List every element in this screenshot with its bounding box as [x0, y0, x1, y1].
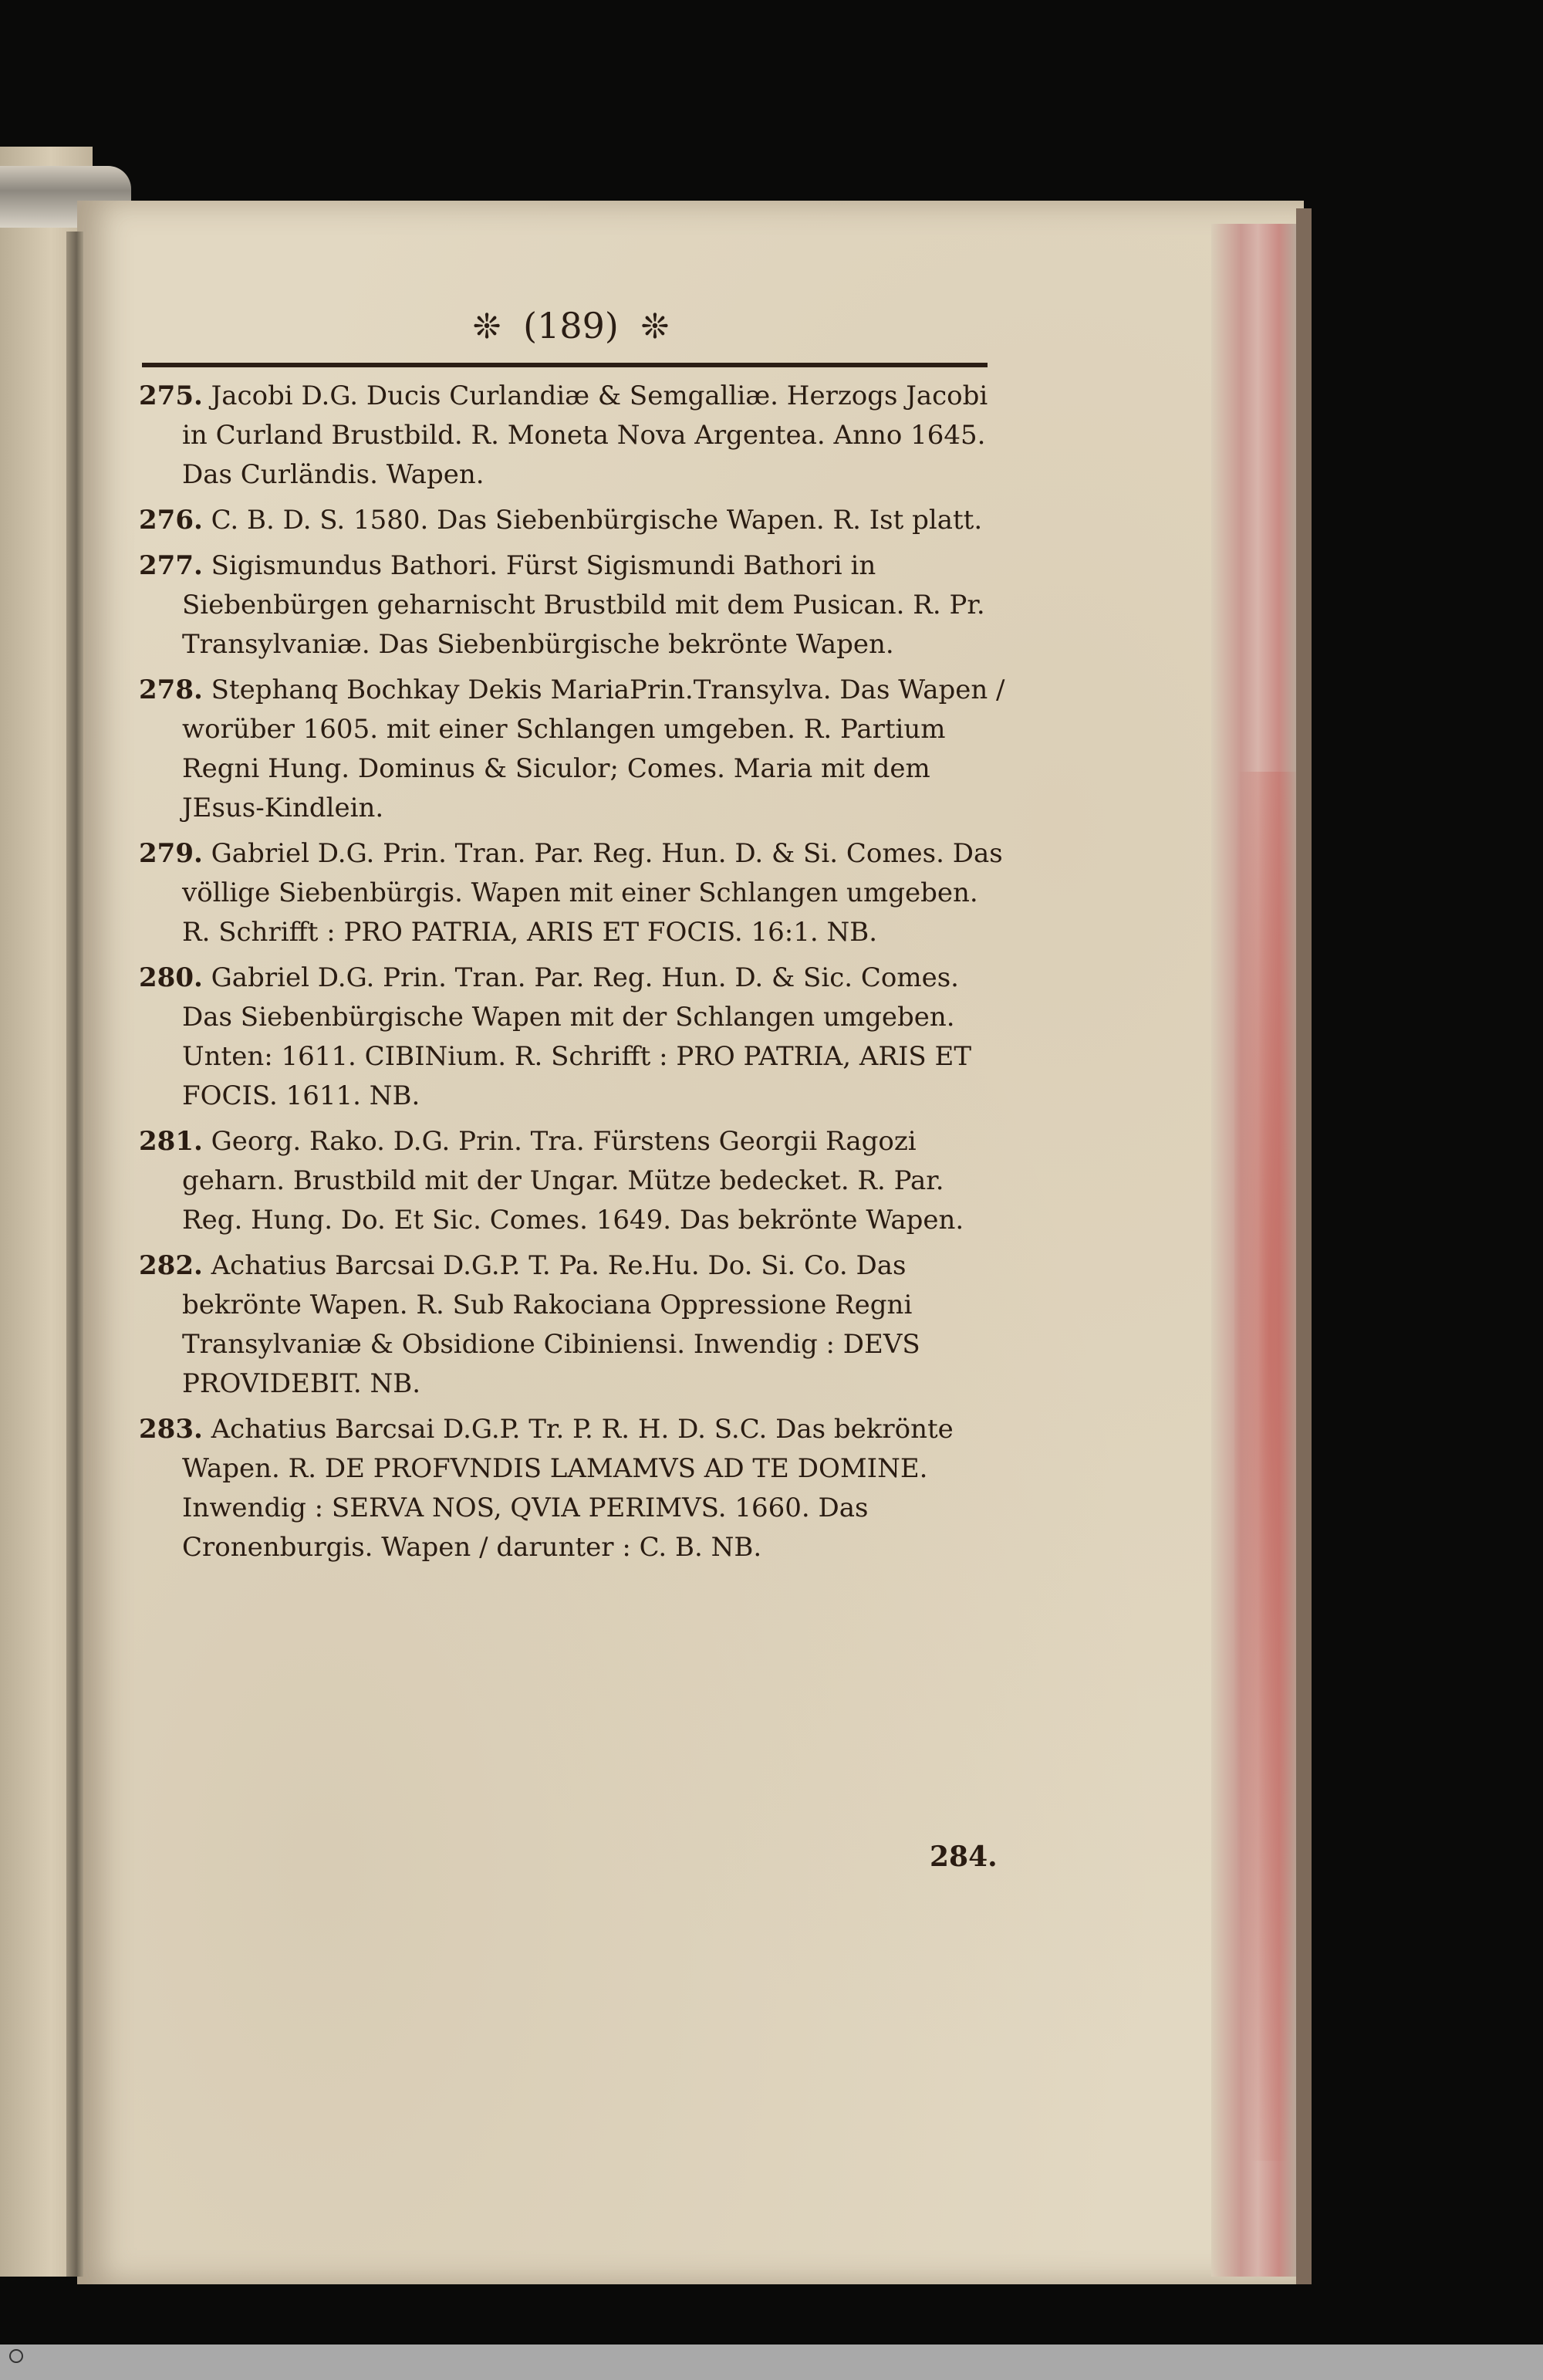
entry-number: 280. — [139, 962, 203, 993]
red-edge-stain — [1234, 772, 1304, 2161]
entry-number: 279. — [139, 838, 203, 869]
entry-list — [139, 377, 1011, 1574]
entry-text: C. B. D. S. 1580. Das Siebenbürgische Wapen. R. Ist platt. — [211, 505, 983, 536]
entry-number: 281. — [139, 1126, 203, 1157]
logo-mark — [9, 2349, 23, 2363]
header-rule — [142, 363, 988, 367]
entry-text: Stephanq Bochkay Dekis MariaPrin.Transylva. Das Wapen / worüber 1605. mit einer Schlangen umgeben. R. Partium Regni Hung. Dominus & Siculor; Comes. Maria mit dem JEsus-Kindlein. — [182, 674, 1005, 823]
list-item — [139, 834, 1011, 952]
entry-text: Achatius Barcsai D.G.P. T. Pa. Re.Hu. Do. Si. Co. Das bekrönte Wapen. R. Sub Rakociana Oppressione Regni Transylvaniæ & Obsidione Cibiniensi. Inwendig : DEVS PROVIDEBIT. NB. — [182, 1250, 920, 1399]
entry-number: 283. — [139, 1414, 203, 1445]
entry-text: Gabriel D.G. Prin. Tran. Par. Reg. Hun. D. & Si. Comes. Das völlige Siebenbürgis. Wapen mit einer Schlangen umgeben. R. Schrifft : PRO PATRIA, ARIS ET FOCIS. 16:1. NB. — [182, 838, 1003, 948]
list-item — [139, 501, 1011, 540]
page-header — [139, 305, 1003, 347]
entry-text: Jacobi D.G. Ducis Curlandiæ & Semgalliæ. Herzogs Jacobi in Curland Brustbild. R. Moneta Nova Argentea. Anno 1645. Das Curländis. Wapen. — [182, 380, 988, 490]
library-logo-icon — [5, 2349, 28, 2375]
entry-number: 282. — [139, 1250, 203, 1281]
list-item — [139, 958, 1011, 1116]
entry-number: 277. — [139, 550, 203, 581]
list-item — [139, 546, 1011, 664]
entry-number: 278. — [139, 674, 203, 705]
list-item — [139, 1122, 1011, 1240]
list-item — [139, 377, 1011, 495]
entry-text: Gabriel D.G. Prin. Tran. Par. Reg. Hun. D. & Sic. Comes. Das Siebenbürgische Wapen mit der Schlangen umgeben. Unten: 1611. CIBINium. R. Schrifft : PRO PATRIA, ARIS ET FOCIS. 1611. NB. — [182, 962, 972, 1111]
entry-number: 275. — [139, 380, 203, 411]
page-gutter — [66, 232, 83, 2277]
ornament-right-icon: ❊ — [640, 307, 670, 347]
list-item — [139, 671, 1011, 828]
entry-text: Achatius Barcsai D.G.P. Tr. P. R. H. D. S.C. Das bekrönte Wapen. R. DE PROFVNDIS LAMAMVS AD TE DOMINE. Inwendig : SERVA NOS, QVIA PERIMVS. 1660. Das Cronenburgis. Wapen / darunter : C. B. NB. — [182, 1414, 954, 1563]
viewer-bottom-bar — [0, 2345, 1543, 2380]
page-number: (189) — [523, 305, 619, 347]
list-item — [139, 1246, 1011, 1404]
entry-text: Sigismundus Bathori. Fürst Sigismundi Bathori in Siebenbürgen geharnischt Brustbild mit dem Pusican. R. Pr. Transylvaniæ. Das Siebenbürgische bekrönte Wapen. — [182, 550, 985, 660]
ornament-left-icon: ❊ — [472, 307, 501, 347]
list-item — [139, 1410, 1011, 1567]
entry-number: 276. — [139, 505, 203, 536]
cover-edge — [1296, 208, 1312, 2284]
catchword: 284. — [930, 1841, 998, 1873]
entry-text: Georg. Rako. D.G. Prin. Tra. Fürstens Georgii Ragozi geharn. Brustbild mit der Ungar. Mütze bedecket. R. Par. Reg. Hung. Do. Et Sic. Comes. 1649. Das bekrönte Wapen. — [182, 1126, 964, 1236]
